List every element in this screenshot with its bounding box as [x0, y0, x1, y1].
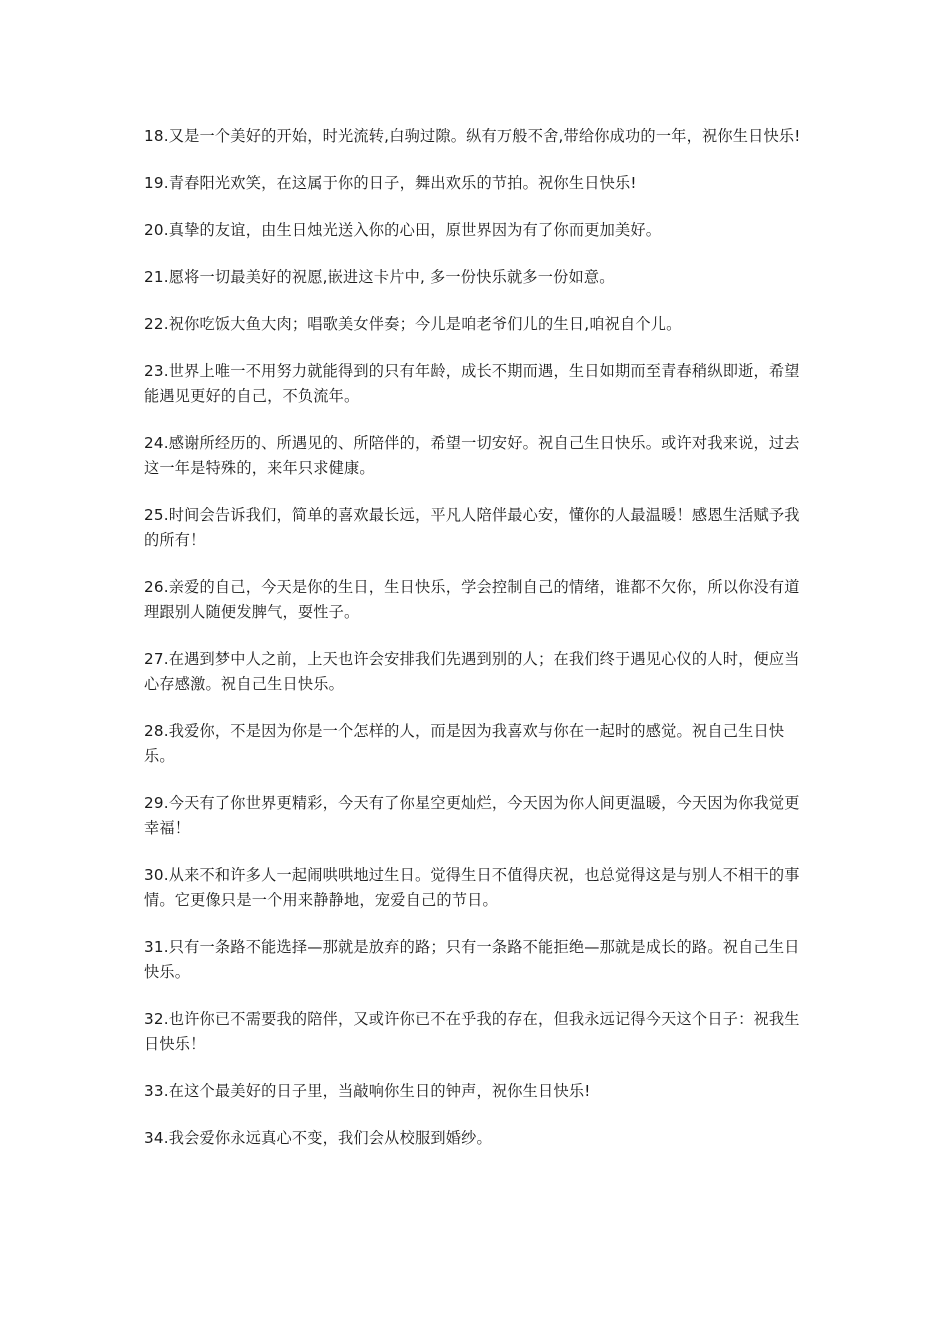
document-body [144, 124, 814, 1173]
paragraph-20: 20.真挚的友谊，由生日烛光送入你的心田，原世界因为有了你而更加美好。 [144, 221, 662, 239]
paragraph-25: 25.时间会告诉我们，简单的喜欢最长远，平凡人陪伴最心安，懂你的人最温暖！感恩生活赋予我的所有！ [144, 506, 800, 549]
paragraph-31: 31.只有一条路不能选择—那就是放弃的路；只有一条路不能拒绝—那就是成长的路。祝自己生日快乐。 [144, 938, 800, 981]
paragraph-27: 27.在遇到梦中人之前，上天也许会安排我们先遇到别的人；在我们终于遇见心仪的人时，便应当心存感激。祝自己生日快乐。 [144, 650, 800, 693]
paragraph-33: 33.在这个最美好的日子里，当敲响你生日的钟声，祝你生日快乐! [144, 1082, 591, 1100]
paragraph-26: 26.亲爱的自己，今天是你的生日，生日快乐，学会控制自己的情绪，谁都不欠你，所以你没有道理跟别人随便发脾气，耍性子。 [144, 578, 800, 621]
paragraph-21: 21.愿将一切最美好的祝愿,嵌进这卡片中, 多一份快乐就多一份如意。 [144, 268, 615, 286]
paragraph-22: 22.祝你吃饭大鱼大肉；唱歌美女伴奏；今儿是咱老爷们儿的生日,咱祝自个儿。 [144, 315, 682, 333]
paragraph-32: 32.也许你已不需要我的陪伴，又或许你已不在乎我的存在，但我永远记得今天这个日子：祝我生日快乐！ [144, 1010, 800, 1053]
paragraph-23: 23.世界上唯一不用努力就能得到的只有年龄，成长不期而遇，生日如期而至青春稍纵即逝，希望能遇见更好的自己，不负流年。 [144, 362, 800, 405]
paragraph-28: 28.我爱你，不是因为你是一个怎样的人，而是因为我喜欢与你在一起时的感觉。祝自己生日快乐。 [144, 722, 785, 765]
paragraph-24: 24.感谢所经历的、所遇见的、所陪伴的，希望一切安好。祝自己生日快乐。或许对我来说，过去这一年是特殊的，来年只求健康。 [144, 434, 800, 477]
paragraph-30: 30.从来不和许多人一起闹哄哄地过生日。觉得生日不值得庆祝，也总觉得这是与别人不相干的事情。它更像只是一个用来静静地，宠爱自己的节日。 [144, 866, 800, 909]
paragraph-19: 19.青春阳光欢笑，在这属于你的日子，舞出欢乐的节拍。祝你生日快乐! [144, 174, 637, 192]
paragraph-18: 18.又是一个美好的开始，时光流转,白驹过隙。纵有万般不舍,带给你成功的一年，祝你生日快乐! [144, 127, 801, 145]
paragraph-29: 29.今天有了你世界更精彩，今天有了你星空更灿烂，今天因为你人间更温暖，今天因为你我觉更幸福！ [144, 794, 800, 837]
paragraph-34: 34.我会爱你永远真心不变，我们会从校服到婚纱。 [144, 1129, 492, 1147]
